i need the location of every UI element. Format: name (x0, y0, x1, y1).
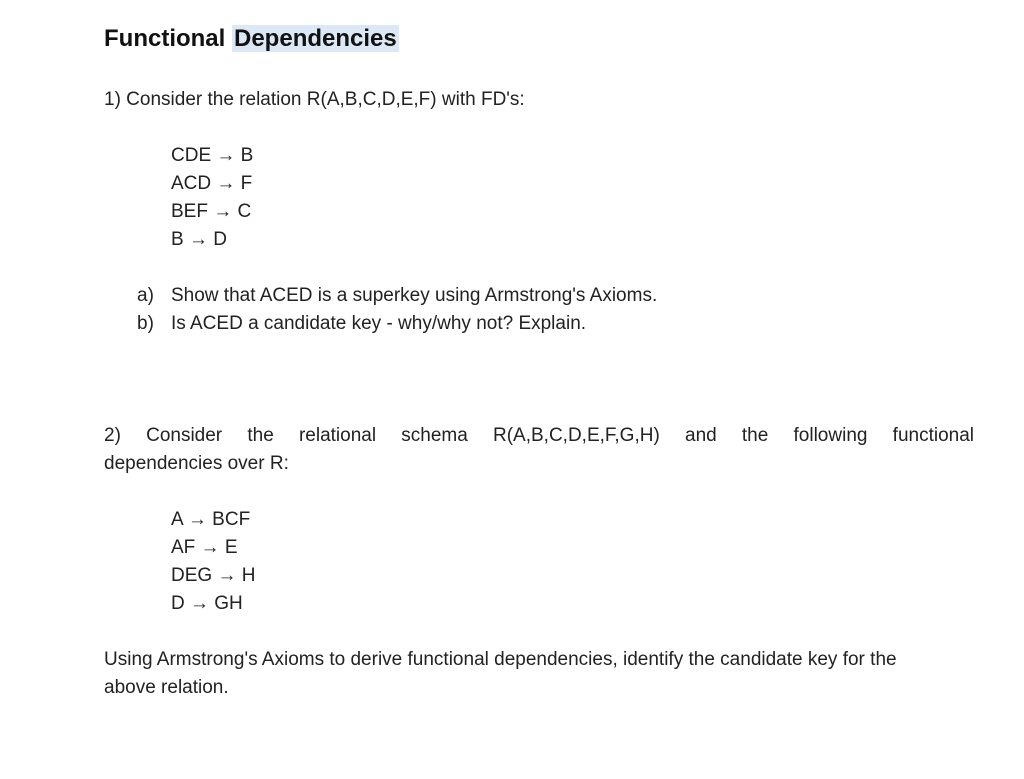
q1-fd-list (171, 142, 253, 254)
list-marker: a) (137, 285, 154, 306)
q1-fd-item: BEF → C (171, 201, 252, 222)
q2-closing-line1: Using Armstrong's Axioms to derive functional dependencies, identify the candidate key for the (104, 649, 897, 670)
q2-closing-line2: above relation. (104, 677, 229, 698)
q1-fd-item: CDE → B (171, 145, 254, 166)
q2-intro-line2: dependencies over R: (104, 453, 289, 474)
subquestion-text: Show that ACED is a superkey using Armstrong's Axioms. (171, 285, 658, 306)
q2-closing (104, 646, 974, 702)
title-word-functional: Functional (104, 25, 226, 52)
q1-fd-item: B → D (171, 229, 227, 250)
title-word-dependencies-highlighted: Dependencies (234, 25, 397, 52)
list-marker: b) (137, 313, 154, 334)
q2-intro (104, 422, 974, 478)
q2-fd-item: AF → E (171, 537, 238, 558)
page-title (104, 24, 399, 54)
q1-subquestion-list (137, 282, 657, 338)
q1-subquestion-a (137, 282, 657, 310)
q1-fd-item: ACD → F (171, 173, 253, 194)
q2-fd-item: A → BCF (171, 509, 251, 530)
q2-fd-item: DEG → H (171, 565, 256, 586)
q2-fd-item: D → GH (171, 593, 243, 614)
q1-intro: 1) Consider the relation R(A,B,C,D,E,F) with FD's: (104, 89, 525, 110)
q2-intro-line1: 2) Consider the relational schema R(A,B,C,D,E,F,G,H) and the following functional (104, 425, 974, 446)
q2-fd-list (171, 506, 255, 618)
q1-subquestion-b (137, 310, 657, 338)
subquestion-text: Is ACED a candidate key - why/why not? Explain. (171, 313, 587, 334)
